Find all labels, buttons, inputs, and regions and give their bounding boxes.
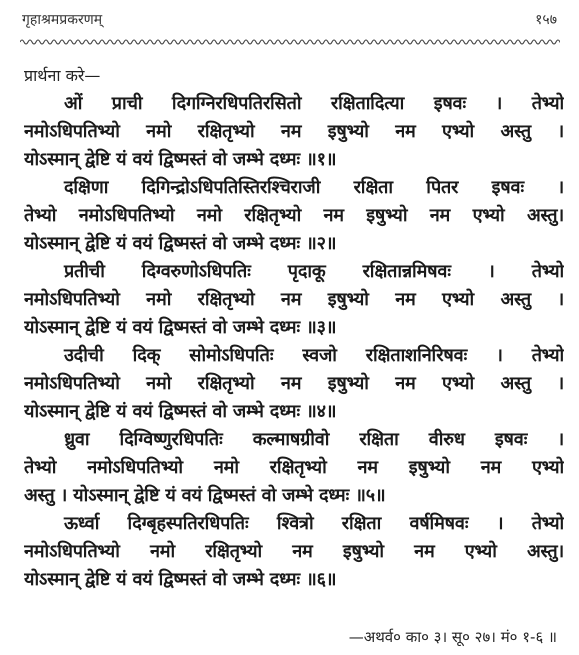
verse-line: नमोऽधिपतिभ्यो नमो रक्षितृभ्यो नम इषुभ्यो नम एभ्यो अस्तु । (24, 121, 564, 142)
verse-line: ओं प्राची दिगग्निरधिपतिरसितो रक्षितादित्या इषवः । तेभ्यो (64, 93, 564, 114)
chapter-title: गृहाश्रमप्रकरणम् (22, 11, 103, 28)
verse-line: योऽस्मान् द्वेष्टि यं वयं द्विष्मस्तं वो जम्भे दध्मः ॥१॥ (24, 149, 337, 170)
verse-line: नमोऽधिपतिभ्यो नमो रक्षितृभ्यो नम इषुभ्यो नम एभ्यो अस्तु। (24, 541, 564, 562)
verse-line: ध्रुवा दिग्विष्णुरधिपतिः कल्माषग्रीवो रक्षिता वीरुध इषवः । (64, 429, 564, 450)
verse-line: उदीची दिक् सोमोऽधिपतिः स्वजो रक्षिताशनिरिषवः । तेभ्यो (64, 345, 564, 366)
page-header (22, 8, 557, 30)
source-citation: —अथर्व० का० ३। सू० २७। मं० १-६ ॥ (348, 628, 557, 646)
verse-line: तेभ्यो नमोऽधिपतिभ्यो नमो रक्षितृभ्यो नम इषुभ्यो नम एभ्यो अस्तु। (24, 205, 564, 226)
verse-line: अस्तु । योऽस्मान् द्वेष्टि यं वयं द्विष्मस्तं वो जम्भे दध्मः ॥५॥ (24, 485, 386, 506)
verse-line: ऊर्ध्वा दिग्बृहस्पतिरधिपतिः श्वित्रो रक्षिता वर्षमिषवः । तेभ्यो (64, 513, 564, 534)
verse-line: प्रतीची दिग्वरुणोऽधिपतिः पृदाकू रक्षितान्नमिषवः । तेभ्यो (64, 261, 564, 282)
verse-line: नमोऽधिपतिभ्यो नमो रक्षितृभ्यो नम इषुभ्यो नम एभ्यो अस्तु । (24, 289, 564, 310)
verse-line: योऽस्मान् द्वेष्टि यं वयं द्विष्मस्तं वो जम्भे दध्मः ॥४॥ (24, 401, 337, 422)
verse-line: योऽस्मान् द्वेष्टि यं वयं द्विष्मस्तं वो जम्भे दध्मः ॥३॥ (24, 317, 337, 338)
verse-line: योऽस्मान् द्वेष्टि यं वयं द्विष्मस्तं वो जम्भे दध्मः ॥२॥ (24, 233, 337, 254)
verse-line: नमोऽधिपतिभ्यो नमो रक्षितृभ्यो नम इषुभ्यो नम एभ्यो अस्तु । (24, 373, 564, 394)
verse-line: तेभ्यो नमोऽधिपतिभ्यो नमो रक्षितृभ्यो नम इषुभ्यो नम एभ्यो (24, 457, 564, 478)
instruction-text: प्रार्थना करे— (24, 66, 101, 85)
ornamental-wave-rule (20, 35, 560, 49)
verse-line: दक्षिणा दिगिन्द्रोऽधिपतिस्तिरश्चिराजी रक्षिता पितर इषवः । (64, 177, 564, 198)
verse-line: योऽस्मान् द्वेष्टि यं वयं द्विष्मस्तं वो जम्भे दध्मः ॥६॥ (24, 569, 337, 590)
mantra-block (24, 90, 564, 594)
page-number: १५७ (535, 11, 557, 28)
